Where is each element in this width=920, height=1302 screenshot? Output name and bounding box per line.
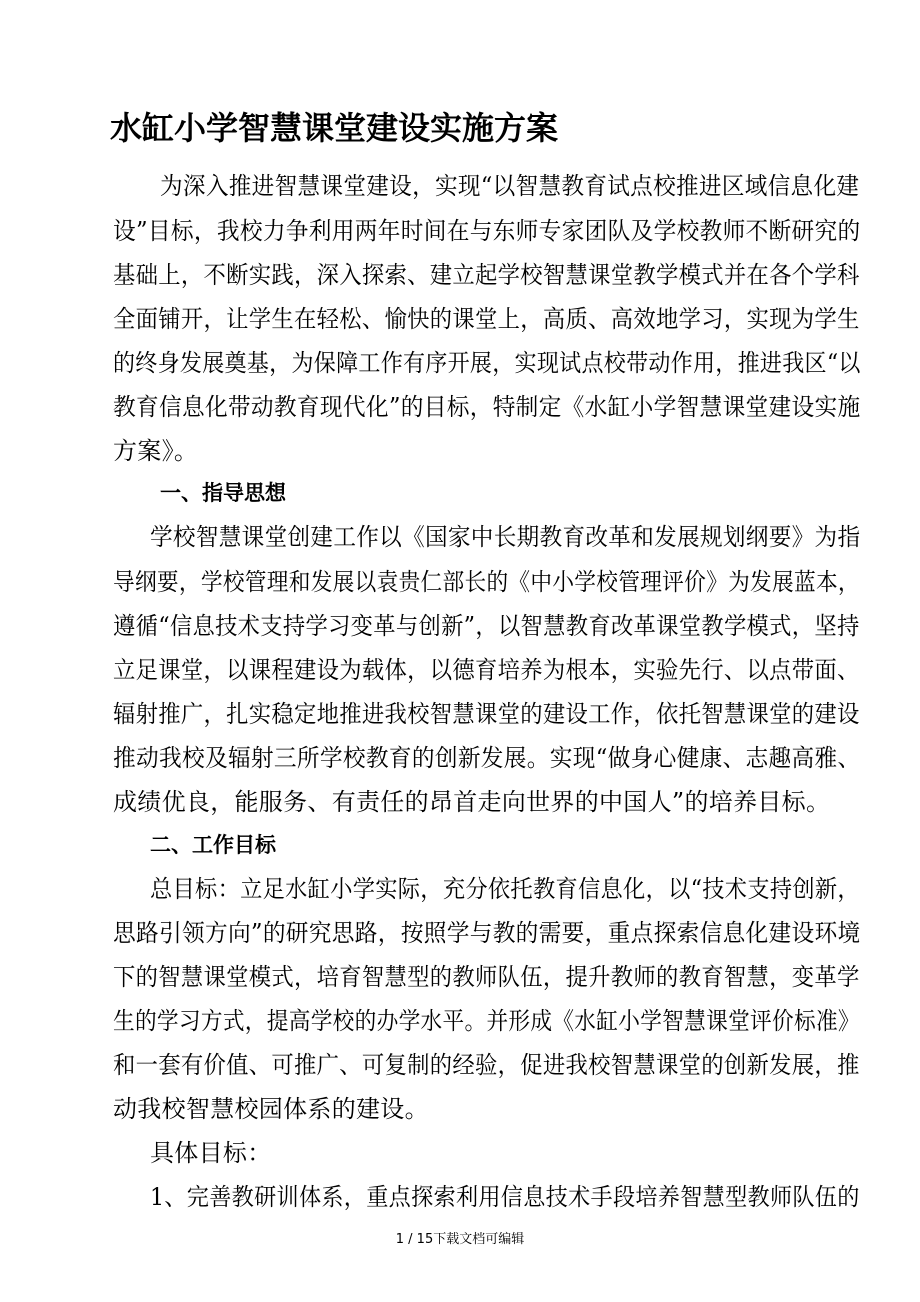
section2-line: 和一套有价值、可推广、可复制的经验，促进我校智慧课堂的创新发展，推 (113, 1051, 860, 1079)
section1-line: 立足课堂，以课程建设为载体，以德育培养为根本，实验先行、以点带面、 (113, 656, 860, 684)
section1-line: 辐射推广，扎实稳定地推进我校智慧课堂的建设工作，依托智慧课堂的建设 (113, 700, 860, 728)
section2-line: 动我校智慧校园体系的建设。 (113, 1095, 429, 1123)
section1-line: 成绩优良，能服务、有责任的昂首走向世界的中国人”的培养目标。 (113, 788, 831, 816)
page-footer: 1 / 15下载文档可编辑 (395, 1232, 525, 1247)
section2-line: 生的学习方式，提高学校的办学水平。并形成《水缸小学智慧课堂评价标准》 (113, 1007, 860, 1035)
intro-line: 基础上，不断实践，深入探索、建立起学校智慧课堂教学模式并在各个学科 (113, 261, 860, 289)
intro-line: 的终身发展奠基，为保障工作有序开展，实现试点校带动作用，推进我区“以 (113, 349, 861, 377)
section1-line: 推动我校及辐射三所学校教育的创新发展。实现“做身心健康、志趣高雅、 (113, 744, 861, 772)
intro-line: 设”目标，我校力争利用两年时间在与东师专家团队及学校教师不断研究的 (113, 217, 861, 245)
goal-item-1: 1、完善教研训体系，重点探索利用信息技术手段培养智慧型教师队伍的 (150, 1183, 860, 1211)
section2-line: 思路引领方向”的研究思路，按照学与教的需要，重点探索信息化建设环境 (113, 919, 861, 947)
intro-line: 为深入推进智慧课堂建设，实现“以智慧教育试点校推进区域信息化建 (160, 172, 860, 200)
section1-line: 遵循“信息技术支持学习变革与创新”，以智慧教育改革课堂教学模式，坚持 (113, 612, 860, 640)
section1-line: 学校智慧课堂创建工作以《国家中长期教育改革和发展规划纲要》为指 (150, 523, 861, 551)
section1-line: 导纲要，学校管理和发展以袁贵仁部长的《中小学校管理评价》为发展蓝本， (113, 568, 860, 596)
intro-line: 全面铺开，让学生在轻松、愉快的课堂上，高质、高效地学习，实现为学生 (113, 305, 860, 333)
specific-goals-label: 具体目标： (150, 1139, 272, 1167)
section2-line: 总目标：立足水缸小学实际，充分依托教育信息化，以“技术支持创新， (150, 875, 860, 903)
section2-line: 下的智慧课堂模式，培育智慧型的教师队伍，提升教师的教育智慧，变革学 (113, 963, 860, 991)
intro-line: 方案》。 (113, 437, 199, 465)
intro-line: 教育信息化带动教育现代化”的目标，特制定《水缸小学智慧课堂建设实施 (113, 393, 861, 421)
section-heading-work-goals: 二、工作目标 (150, 833, 276, 857)
document-title: 水缸小学智慧课堂建设实施方案 (110, 109, 559, 147)
section-heading-guiding-ideology: 一、指导思想 (160, 481, 286, 505)
